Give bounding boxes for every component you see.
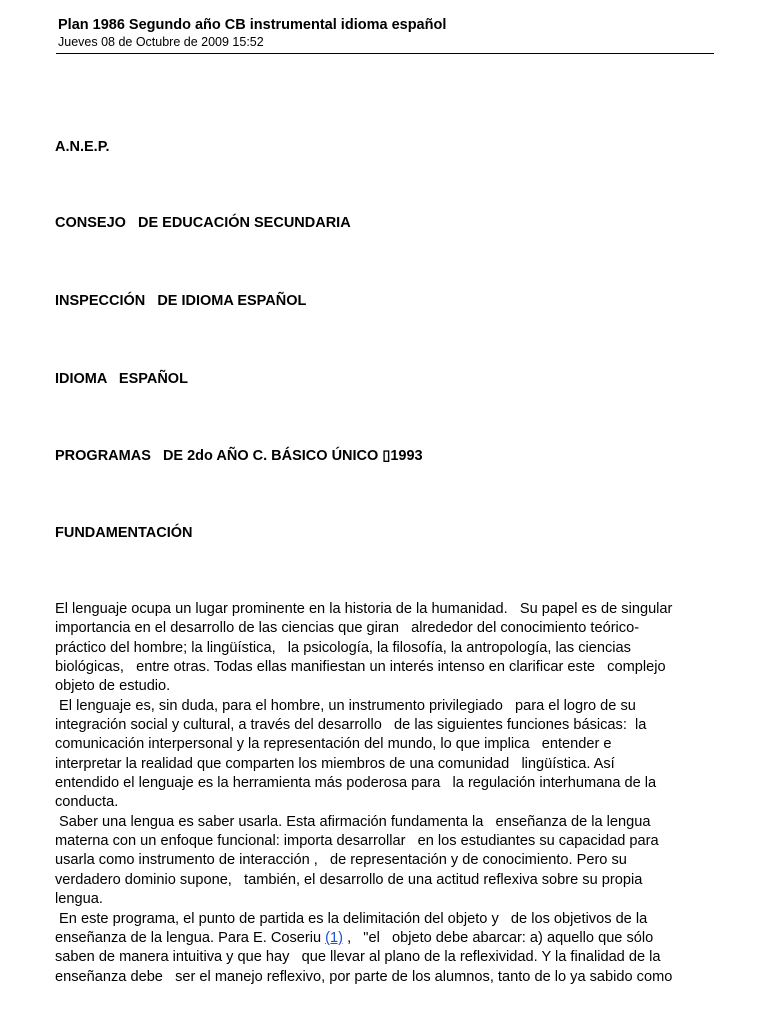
body-line: importancia en el desarrollo de las ciencias que giran alrededor del conocimiento teórico-: [55, 620, 640, 637]
body-line: El lenguaje es, sin duda, para el hombre, un instrumento privilegiado para el logro de su: [55, 697, 636, 714]
body-line: enseñanza debe ser el manejo reflexivo, por parte de los alumnos, tanto de lo ya sabido como: [55, 968, 673, 985]
body-line: objeto de estudio.: [55, 678, 171, 695]
body-line: práctico del hombre; la lingüística, la psicología, la filosofía, la antropología, las ciencias: [55, 639, 631, 656]
body-line: conducta.: [55, 794, 119, 811]
body-line: interpretar la realidad que comparten los miembros de una comunidad lingüística. Así: [55, 755, 615, 772]
body-line: integración social y cultural, a través del desarrollo de las siguientes funciones básicas: la: [55, 717, 647, 734]
body-line: En este programa, el punto de partida es la delimitación del objeto y de los objetivos de la: [55, 910, 648, 927]
coseriu-text-before: enseñanza de la lengua. Para E. Coseriu: [55, 929, 326, 946]
document-header: [58, 16, 714, 50]
document-date: Jueves 08 de Octubre de 2009 15:52: [58, 35, 264, 49]
heading-fundamentacion: FUNDAMENTACIÓN: [55, 525, 193, 541]
heading-programas: PROGRAMAS DE 2do AÑO C. BÁSICO ÚNICO ▯1993: [55, 448, 423, 464]
footnote-link[interactable]: (1): [325, 929, 344, 946]
document-title: Plan 1986 Segundo año CB instrumental idioma español: [58, 17, 447, 33]
body-line: El lenguaje ocupa un lugar prominente en la historia de la humanidad. Su papel es de singular: [55, 601, 673, 617]
body-paragraphs: [55, 600, 735, 987]
heading-inspeccion: INSPECCIÓN DE IDIOMA ESPAÑOL: [55, 293, 307, 309]
header-divider: [56, 53, 714, 54]
body-line: materna con un enfoque funcional: importa desarrollar en los estudiantes su capacidad para: [55, 833, 659, 850]
body-line: biológicas, entre otras. Todas ellas manifiestan un interés intenso en clarificar este complejo: [55, 659, 666, 676]
body-line: comunicación interpersonal y la representación del mundo, lo que implica entender e: [55, 736, 612, 753]
heading-anep: A.N.E.P.: [55, 139, 110, 155]
body-line: Saber una lengua es saber usarla. Esta afirmación fundamenta la enseñanza de la lengua: [55, 813, 651, 830]
body-line-coseriu: [55, 929, 735, 948]
body-line: verdadero dominio supone, también, el desarrollo de una actitud reflexiva sobre su propia: [55, 871, 643, 888]
heading-idioma: IDIOMA ESPAÑOL: [55, 371, 188, 387]
body-line: lengua.: [55, 891, 103, 908]
body-line: saben de manera intuitiva y que hay que llevar al plano de la reflexividad. Y la finalidad de la: [55, 949, 661, 966]
heading-consejo: CONSEJO DE EDUCACIÓN SECUNDARIA: [55, 215, 351, 231]
body-line: usarla como instrumento de interacción , de representación y de conocimiento. Pero su: [55, 852, 627, 869]
coseriu-text-after: , "el objeto debe abarcar: a) aquello que sólo: [343, 929, 654, 946]
body-line: entendido el lenguaje es la herramienta más poderosa para la regulación interhumana de la: [55, 775, 657, 792]
